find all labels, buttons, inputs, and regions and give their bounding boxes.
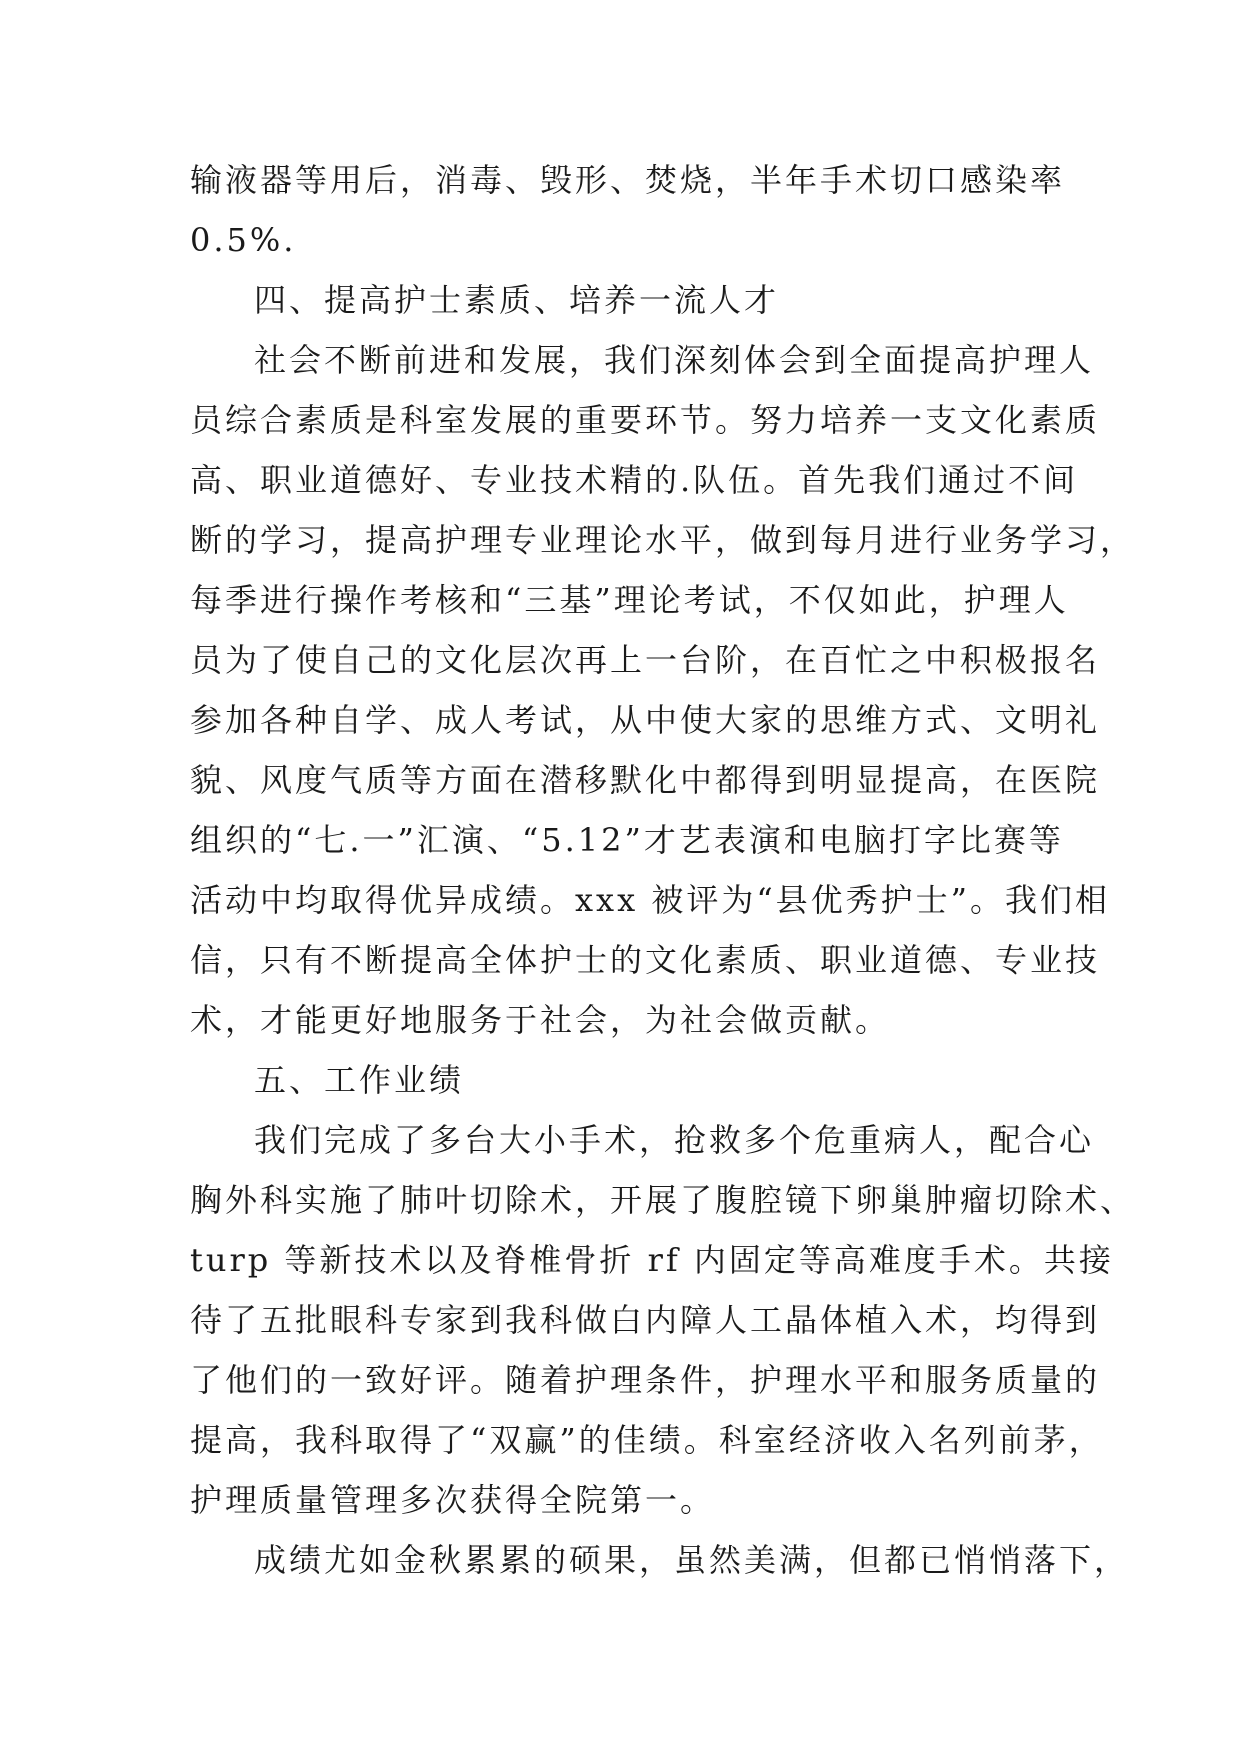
text-line: 胸外科实施了肺叶切除术，开展了腹腔镜下卵巢肿瘤切除术、: [190, 1181, 1136, 1219]
text-line: 术，才能更好地服务于社会，为社会做贡献。: [190, 1001, 891, 1039]
text-line: 组织的“七.一”汇演、“5.12”才艺表演和电脑打字比赛等: [190, 821, 1064, 859]
text-line: 高、职业道德好、专业技术精的.队伍。首先我们通过不间: [190, 461, 1079, 499]
paragraph-start-line: 我们完成了多台大小手术，抢救多个危重病人，配合心: [254, 1121, 1095, 1159]
section-heading: 四、提高护士素质、培养一流人才: [254, 281, 780, 319]
text-line: 提高，我科取得了“双赢”的佳绩。科室经济收入名列前茅，: [190, 1421, 1104, 1459]
text-line: 断的学习，提高护理专业理论水平，做到每月进行业务学习，: [190, 521, 1136, 559]
text-line: 待了五批眼科专家到我科做白内障人工晶体植入术，均得到: [190, 1301, 1101, 1339]
text-line: 护理质量管理多次获得全院第一。: [190, 1481, 716, 1519]
paragraph-start-line: 社会不断前进和发展，我们深刻体会到全面提高护理人: [254, 341, 1095, 379]
text-line: 0.5%.: [190, 221, 297, 259]
text-line: 信，只有不断提高全体护士的文化素质、职业道德、专业技: [190, 941, 1101, 979]
text-line: 活动中均取得优异成绩。xxx 被评为“县优秀护士”。我们相: [190, 881, 1111, 919]
text-line: turp 等新技术以及脊椎骨折 rf 内固定等高难度手术。共接: [190, 1241, 1114, 1279]
paragraph-start-line: 成绩尤如金秋累累的硕果，虽然美满，但都已悄悄落下，: [254, 1541, 1130, 1579]
text-line: 貌、风度气质等方面在潜移默化中都得到明显提高，在医院: [190, 761, 1101, 799]
text-line: 员综合素质是科室发展的重要环节。努力培养一支文化素质: [190, 401, 1101, 439]
text-line: 输液器等用后，消毒、毁形、焚烧，半年手术切口感染率: [190, 161, 1066, 199]
text-line: 了他们的一致好评。随着护理条件，护理水平和服务质量的: [190, 1361, 1101, 1399]
text-line: 员为了使自己的文化层次再上一台阶，在百忙之中积极报名: [190, 641, 1101, 679]
document-page: [190, 150, 1136, 1590]
text-line: 每季进行操作考核和“三基”理论考试，不仅如此，护理人: [190, 581, 1069, 619]
section-heading: 五、工作业绩: [254, 1061, 465, 1099]
text-line: 参加各种自学、成人考试，从中使大家的思维方式、文明礼: [190, 701, 1101, 739]
